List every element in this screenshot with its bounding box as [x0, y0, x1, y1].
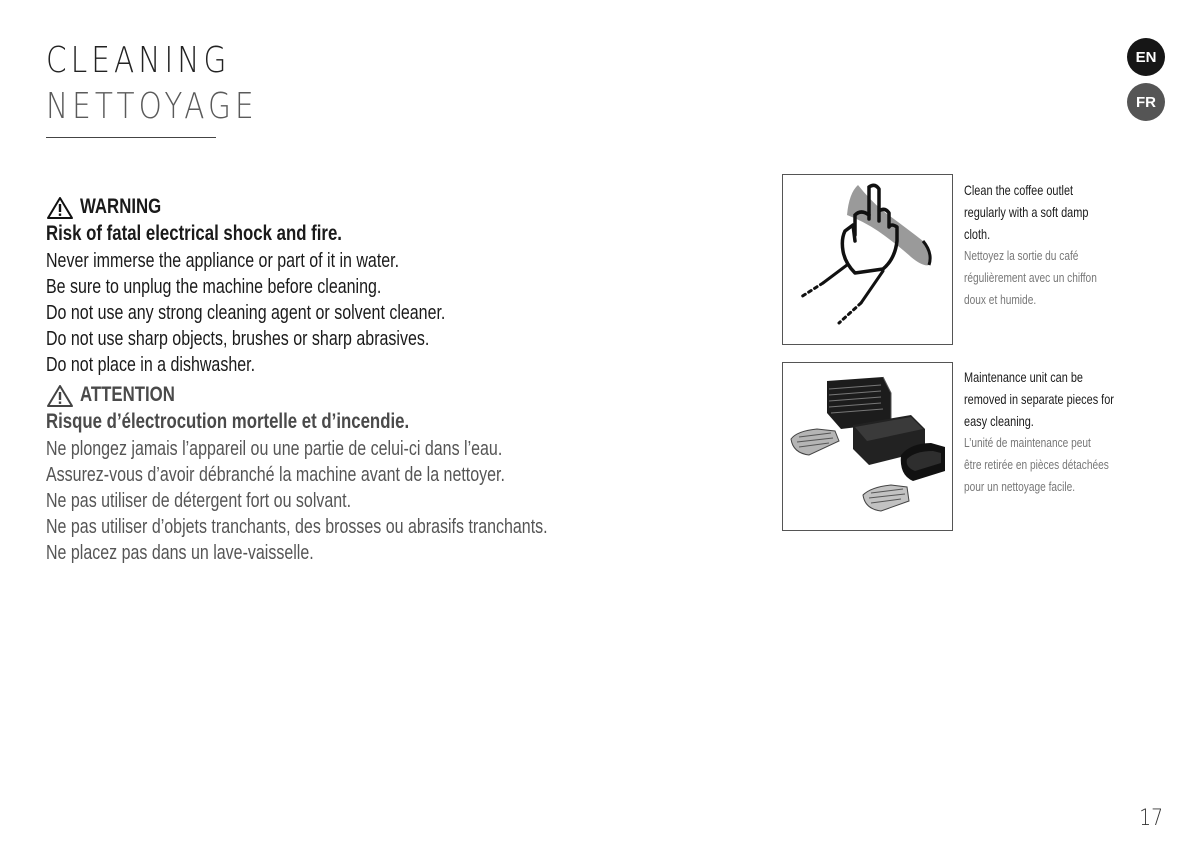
title-en: CLEANING: [46, 40, 231, 81]
caption-line: easy cleaning.: [964, 413, 1034, 429]
warning-triangle-icon: [46, 384, 74, 408]
caption-line: regularly with a soft damp: [964, 204, 1089, 220]
hand-wiping-outlet-illustration: [783, 175, 952, 344]
caption-line: régulièrement avec un chiffon: [964, 270, 1097, 285]
caption-line: Clean the coffee outlet: [964, 182, 1074, 198]
attention-line: Assurez-vous d’avoir débranché la machine avant de la nettoyer.: [46, 464, 505, 486]
warning-section: [46, 190, 686, 566]
coffee-outlet-figure: [782, 174, 953, 345]
maintenance-unit-parts-illustration: [783, 363, 952, 530]
language-badge-fr[interactable]: FR: [1127, 83, 1165, 121]
caption-line: pour un nettoyage facile.: [964, 479, 1076, 494]
caption-line: doux et humide.: [964, 292, 1037, 307]
attention-line: Ne plongez jamais l’appareil ou une partie de celui-ci dans l’eau.: [46, 438, 503, 460]
caption-line: Nettoyez la sortie du café: [964, 248, 1079, 263]
caption-line: Maintenance unit can be: [964, 369, 1083, 385]
coffee-outlet-caption: [964, 179, 1169, 311]
page-title: [46, 38, 304, 130]
attention-line: Ne pas utiliser d’objets tranchants, des brosses ou abrasifs tranchants.: [46, 516, 548, 538]
warning-subtitle: Risk of fatal electrical shock and fire.: [46, 222, 342, 245]
warning-line: Do not use sharp objects, brushes or sharp abrasives.: [46, 328, 430, 350]
warning-line: Be sure to unplug the machine before cleaning.: [46, 276, 382, 298]
warning-triangle-icon: [46, 196, 74, 220]
page-number: 17: [1139, 806, 1163, 831]
caption-line: être retirée en pièces détachées: [964, 457, 1109, 472]
attention-heading: [46, 378, 686, 408]
title-divider: [46, 137, 216, 138]
attention-subtitle: Risque d’électrocution mortelle et d’incendie.: [46, 410, 410, 433]
attention-line: Ne placez pas dans un lave-vaisselle.: [46, 542, 314, 564]
title-fr: NETTOYAGE: [46, 86, 258, 127]
caption-line: cloth.: [964, 226, 991, 242]
warning-heading: [46, 190, 686, 220]
language-badge-en[interactable]: EN: [1127, 38, 1165, 76]
caption-line: removed in separate pieces for: [964, 391, 1114, 407]
maintenance-unit-figure: [782, 362, 953, 531]
caption-line: L’unité de maintenance peut: [964, 435, 1091, 450]
warning-line: Do not place in a dishwasher.: [46, 354, 256, 376]
warning-line: Do not use any strong cleaning agent or solvent cleaner.: [46, 302, 446, 324]
attention-label: ATTENTION: [80, 383, 175, 406]
warning-line: Never immerse the appliance or part of it in water.: [46, 250, 400, 272]
warning-label: WARNING: [80, 195, 162, 218]
maintenance-unit-caption: [964, 366, 1169, 498]
attention-line: Ne pas utiliser de détergent fort ou solvant.: [46, 490, 352, 512]
